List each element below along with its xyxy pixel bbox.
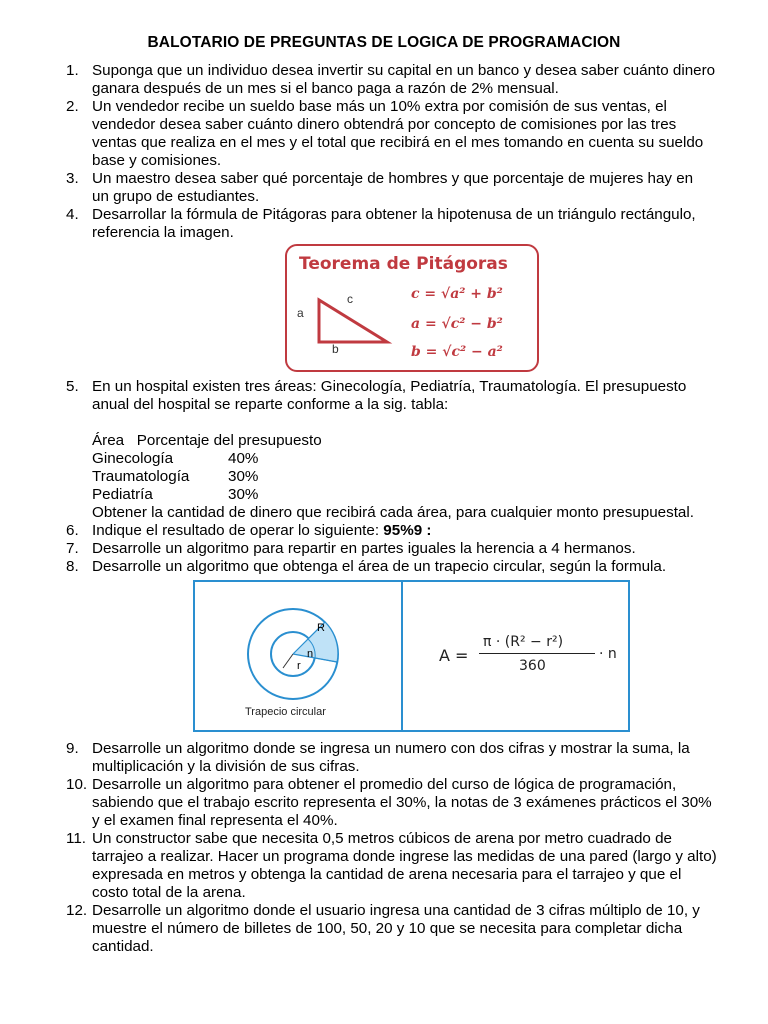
- question-line: [92, 902, 717, 920]
- table-note: Obtener la cantidad de dinero que recibirá cada área, para cualquier monto presupuestal.: [92, 504, 694, 521]
- question-text: [92, 206, 717, 242]
- question-line: [92, 920, 717, 938]
- line-text: y el examen final representa el 40%.: [92, 812, 338, 829]
- line-text: Un maestro desea saber qué porcentaje de hombres y que porcentaje de mujeres hay en: [92, 170, 694, 187]
- line-text: muestre el número de billetes de 100, 50, 20 y 10 que se necesita para completar dicha: [92, 920, 683, 937]
- line-text: un grupo de estudiantes.: [92, 188, 260, 205]
- question-line: [92, 938, 717, 956]
- formula-c: c = √a² + b²: [411, 286, 503, 302]
- question-number: 9.: [66, 740, 79, 757]
- question-line: [92, 848, 717, 866]
- formula-a: a = √c² − b²: [411, 316, 503, 332]
- table-row: [92, 450, 694, 468]
- figure-divider: [401, 582, 403, 730]
- question-line: [92, 884, 717, 902]
- question-line: [92, 206, 717, 224]
- question-text: [92, 740, 717, 776]
- formula-b: b = √c² − a²: [411, 344, 503, 360]
- line-text: Un constructor sabe que necesita 0,5 metros cúbicos de arena por metro cuadrado de: [92, 830, 672, 847]
- question-number: 2.: [66, 98, 79, 115]
- fraction-bar: [479, 653, 595, 654]
- question-text: [92, 98, 717, 170]
- line-text: En un hospital existen tres áreas: Ginecología, Pediatría, Traumatología. El presupuesto: [92, 378, 687, 395]
- line-text: Desarrolle un algoritmo para repartir en partes iguales la herencia a 4 hermanos.: [92, 540, 636, 557]
- question-number: 6.: [66, 522, 79, 539]
- bold-expression: 95%9 :: [383, 522, 432, 539]
- question-number: 8.: [66, 558, 79, 575]
- question-text: [92, 902, 717, 956]
- pitagoras-title: Teorema de Pitágoras: [299, 254, 508, 274]
- question-line: [92, 866, 717, 884]
- budget-table: [92, 432, 694, 522]
- question-number: 12.: [66, 902, 88, 919]
- line-text: Indique el resultado de operar lo siguiente:: [92, 522, 384, 539]
- question-text: [92, 558, 717, 576]
- formula-numerator: π · (R² − r²): [483, 634, 564, 650]
- formula-denominator: 360: [519, 658, 546, 674]
- question-line: [92, 170, 717, 188]
- area-percent: 40%: [228, 450, 259, 467]
- area-percent: 30%: [228, 468, 259, 485]
- line-text: cantidad.: [92, 938, 154, 955]
- line-text: multiplicación y la división de sus cifras.: [92, 758, 360, 775]
- question-line: [92, 378, 717, 396]
- line-text: Desarrolle un algoritmo donde el usuario ingresa una cantidad de 3 cifras múltiplo de 10, y: [92, 902, 700, 919]
- line-text: sabiendo que el trabajo escrito representa el 30%, la notas de 3 exámenes prácticos el 30%: [92, 794, 712, 811]
- label-n: n: [307, 648, 314, 660]
- question-line: [92, 812, 717, 830]
- line-text: Desarrolle un algoritmo donde se ingresa un numero con dos cifras y mostrar la suma, la: [92, 740, 690, 757]
- question-line: [92, 224, 717, 242]
- question-line: [92, 152, 717, 170]
- line-text: anual del hospital se reparte conforme a la sig. tabla:: [92, 396, 449, 413]
- trapecio-figure: [193, 580, 630, 732]
- line-text: Un vendedor recibe un sueldo base más un 10% extra por comisión de sus ventas, el: [92, 98, 667, 115]
- area-name: Traumatología: [92, 468, 190, 485]
- area-name: Pediatría: [92, 486, 153, 503]
- line-text: Desarrollar la fórmula de Pitágoras para obtener la hipotenusa de un triángulo rectángulo,: [92, 206, 696, 223]
- question-number: 3.: [66, 170, 79, 187]
- area-percent: 30%: [228, 486, 259, 503]
- question-line: [92, 80, 717, 98]
- line-text: Suponga que un individuo desea invertir su capital en un banco y desea saber cuánto dinero: [92, 62, 716, 79]
- question-number: 10.: [66, 776, 88, 793]
- question-line: [92, 98, 717, 116]
- formula-times-n: · n: [599, 646, 617, 662]
- question-line: [92, 522, 717, 540]
- line-text: referencia la imagen.: [92, 224, 234, 241]
- question-line: [92, 794, 717, 812]
- header-percent: Porcentaje del presupuesto: [136, 432, 322, 449]
- question-line: [92, 830, 717, 848]
- question-line: [92, 116, 717, 134]
- question-line: [92, 134, 717, 152]
- pitagoras-figure: [285, 244, 539, 372]
- question-line: [92, 558, 717, 576]
- question-number: 5.: [66, 378, 79, 395]
- annulus-diagram-icon: [243, 604, 343, 704]
- question-line: [92, 776, 717, 794]
- side-a-label: a: [297, 306, 304, 320]
- area-name: Ginecología: [92, 450, 174, 467]
- document-title: BALOTARIO DE PREGUNTAS DE LOGICA DE PROGRAMACION: [147, 34, 621, 51]
- line-text: tarrajeo a realizar. Hacer un programa donde ingrese las medidas de una pared (largo y alto): [92, 848, 717, 865]
- label-r: r: [297, 660, 301, 672]
- question-number: 7.: [66, 540, 79, 557]
- question-text: [92, 522, 717, 540]
- line-text: base y comisiones.: [92, 152, 222, 169]
- question-line: [92, 62, 717, 80]
- trapecio-caption: Trapecio circular: [245, 706, 326, 718]
- table-row: [92, 468, 694, 486]
- question-line: [92, 188, 717, 206]
- line-text: Desarrolle un algoritmo para obtener el promedio del curso de lógica de programación,: [92, 776, 677, 793]
- question-number: 1.: [66, 62, 79, 79]
- line-text: vendedor desea saber cuánto dinero obtendrá por concepto de comisiones por las tres: [92, 116, 677, 133]
- question-text: [92, 170, 717, 206]
- label-R: R: [317, 622, 325, 634]
- line-text: ventas que realiza en el mes y el total que recibirá en el mes tomando en cuenta su sueldo: [92, 134, 704, 151]
- question-text: [92, 830, 717, 902]
- question-line: [92, 758, 717, 776]
- question-line: [92, 396, 717, 414]
- side-c-label: c: [347, 292, 353, 306]
- question-text: [92, 540, 717, 558]
- line-text: Desarrolle un algoritmo que obtenga el área de un trapecio circular, según la formula.: [92, 558, 667, 575]
- line-text: expresada en metros y obtenga la cantidad de arena necesaria para el tarrajeo y que el: [92, 866, 682, 883]
- question-text: [92, 776, 717, 830]
- question-line: [92, 540, 717, 558]
- question-text: [92, 378, 717, 414]
- question-line: [92, 740, 717, 758]
- formula-A: A =: [439, 646, 469, 665]
- line-text: ganara después de un mes si el banco paga a razón de 2% mensual.: [92, 80, 559, 97]
- question-number: 4.: [66, 206, 79, 223]
- line-text: costo total de la arena.: [92, 884, 246, 901]
- header-area: Área: [92, 432, 125, 449]
- question-number: 11.: [66, 830, 86, 847]
- question-text: [92, 62, 717, 98]
- table-row: [92, 486, 694, 504]
- side-b-label: b: [332, 342, 339, 356]
- table-header: [92, 432, 694, 450]
